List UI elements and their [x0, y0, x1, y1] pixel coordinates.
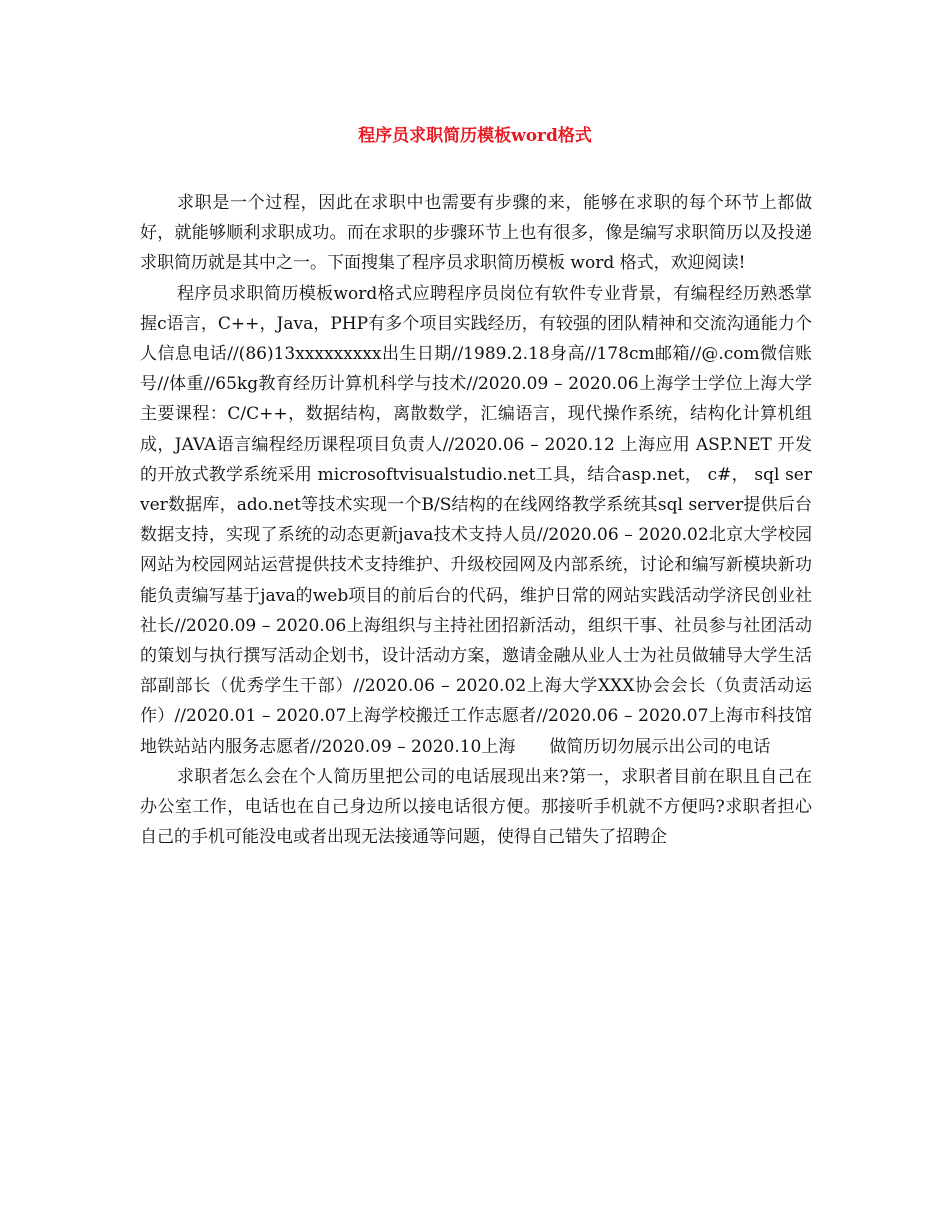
paragraph-company-phone: 求职者怎么会在个人简历里把公司的电话展现出来?第一，求职者目前在职且自己在办公室工作，电话也在自己身边所以接电话很方便。那接听手机就不方便吗?求职者担心自己的手机可能没电或者出现无法接通等问题，使得自己错失了招聘企	[140, 766, 812, 848]
document-body	[140, 188, 812, 852]
document-title: 程序员求职简历模板word格式	[358, 126, 592, 146]
paragraph-resume-template: 程序员求职简历模板word格式应聘程序员岗位有软件专业背景，有编程经历熟悉掌握c语言，C++，Java，PHP有多个项目实践经历，有较强的团队精神和交流沟通能力个人信息电话//(86)13xxxxxxxxx出生日期//1989.2.18身高//178cm邮箱//@.com微信账号//体重//65kg教育经历计算机科学与技术//2020.09 – 2020.06上海学士学位上海大学主要课程：C/C++，数据结构，离散数学，汇编语言，现代操作系统，结构化计算机组成，JAVA语言编程经历课程项目负责人//2020.06 – 2020.12 上海应用 ASP.NET 开发的开放式教学系统采用 microsoftvisualstudio.net工具，结合asp.net， c#， sql server数据库，ado.net等技术实现一个B/S结构的在线网络教学系统其sql server提供后台数据支持，实现了系统的动态更新java技术支持人员//2020.06 – 2020.02北京大学校园网站为校园网站运营提供技术支持维护、升级校园网及内部系统，讨论和编写新模块新功能负责编写基于java的web项目的前后台的代码，维护日常的网站实践活动学济民创业社社长//2020.09 – 2020.06上海组织与主持社团招新活动，组织干事、社员参与社团活动的策划与执行撰写活动企划书，设计活动方案，邀请金融从业人士为社员做辅导大学生活部副部长（优秀学生干部）//2020.06 – 2020.02上海大学XXX协会会长（负责活动运作）//2020.01 – 2020.07上海学校搬迁工作志愿者//2020.06 – 2020.07上海市科技馆地铁站站内服务志愿者//2020.09 – 2020.10上海 做简历切勿展示出公司的电话	[140, 283, 812, 757]
paragraph-intro: 求职是一个过程，因此在求职中也需要有步骤的来，能够在求职的每个环节上都做好，就能够顺利求职成功。而在求职的步骤环节上也有很多，像是编写求职简历以及投递求职简历就是其中之一。下面搜集了程序员求职简历模板 word 格式，欢迎阅读!	[140, 193, 812, 274]
